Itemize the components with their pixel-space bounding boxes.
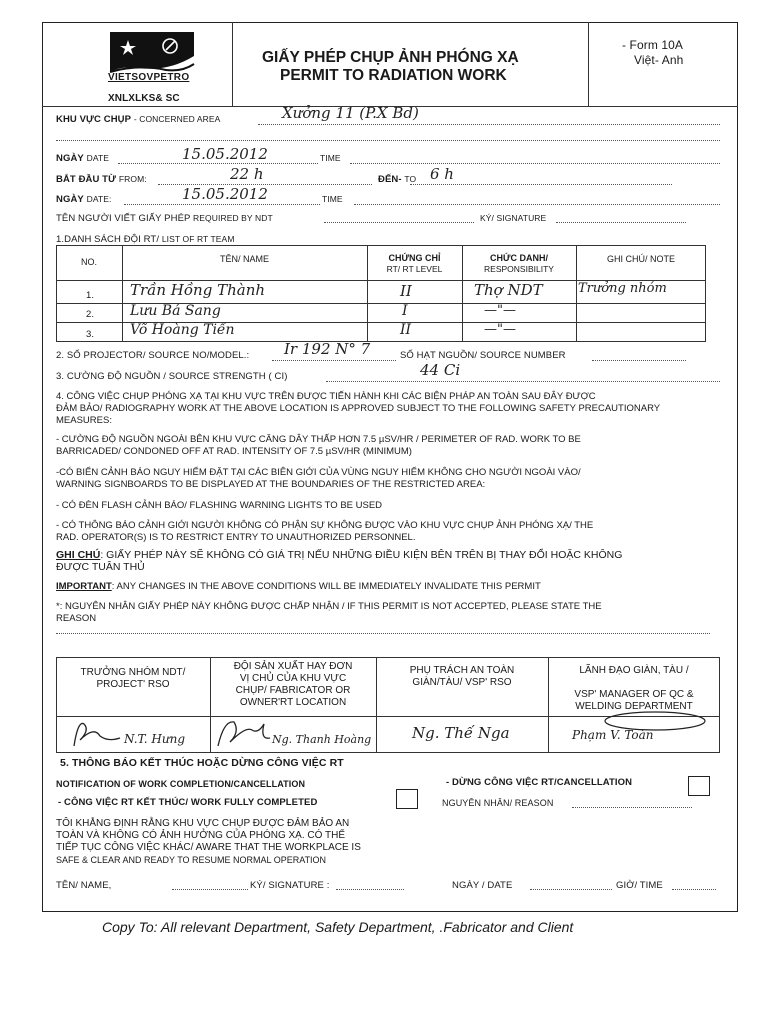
- strength-value: 44 Ci: [420, 361, 461, 379]
- time2-label: TIME: [322, 194, 343, 204]
- signature-scribble-4: [600, 708, 710, 739]
- area-label: KHU VỰC CHỤP - CONCERNED AREA: [56, 114, 221, 125]
- condition-1-line-2: BARRICADED/ CONDONED OFF AT RAD. INTENSITY OF 7.5 µSV/HR (MINIMUM): [56, 446, 412, 457]
- title-vi: GIẤY PHÉP CHỤP ẢNH PHÓNG XẠ: [262, 49, 519, 66]
- copy-to-footer: Copy To: All relevant Department, Safety Department, .Fabricator and Client: [102, 919, 574, 935]
- completion-title: 5. THÔNG BÁO KẾT THÚC HOẶC DỪNG CÔNG VIỆC RT: [60, 757, 344, 769]
- completed-label: - CÔNG VIỆC RT KẾT THÚC/ WORK FULLY COMPLETED: [58, 797, 318, 808]
- reason-line-2: REASON: [56, 613, 97, 624]
- issuer-dots: [324, 222, 474, 223]
- approval-col-safety: PHỤ TRÁCH AN TOÀN GIÀN/TÀU/ VSP' RSO: [409, 665, 515, 688]
- date2-dots: [124, 204, 320, 205]
- signature-ndt-lead: N.T. Hưng: [124, 732, 186, 746]
- cancel-reason-label: NGUYÊN NHÂN/ REASON: [442, 798, 554, 808]
- completion-date-label: NGÀY / DATE: [452, 880, 513, 891]
- sub-org: XNLXLKS& SC: [108, 93, 180, 104]
- condition-1-line-1: - CƯỜNG ĐỘ NGUỒN NGOÀI BÊN KHU VỰC CĂNG DÂY THẤP HƠN 7.5 µSV/HR / PERIMETER OF RAD. WORK TO BE: [56, 434, 581, 445]
- condition-2-line-2: WARNING SIGNBOARDS TO BE DISPLAYED AT THE BOUNDARIES OF THE RESTRICTED AREA:: [56, 479, 486, 490]
- confirm-line-3: TIẾP TỤC CÔNG VIỆC KHÁC/ AWARE THAT THE WORKPLACE IS: [56, 842, 361, 853]
- completion-sign-label: KÝ/ SIGNATURE :: [250, 880, 330, 891]
- strength-dots: [326, 381, 720, 382]
- vietsovpetro-logo: [108, 28, 196, 86]
- team-row-2-name: Lưu Bá Sang: [130, 303, 221, 319]
- date1-dots: [118, 163, 318, 164]
- projector-dots: [272, 360, 396, 361]
- issuer-label: TÊN NGƯỜI VIẾT GIẤY PHÉP REQUIRED BY NDT: [56, 213, 273, 224]
- reason-dots: [56, 633, 710, 634]
- time1-label: TIME: [320, 153, 341, 163]
- reason-line-1: *: NGUYÊN NHÂN GIẤY PHÉP NÀY KHÔNG ĐƯỢC CHẤP NHẬN / IF THIS PERMIT IS NOT ACCEPTED, PLEASE STATE THE: [56, 601, 602, 612]
- team-row-3-name: Võ Hoàng Tiến: [130, 322, 235, 338]
- signature-fabricator: Ng. Thanh Hoàng: [272, 733, 372, 746]
- completion-time-dots: [672, 889, 716, 890]
- approval-col-fabricator: ĐỘI SẢN XUẤT HAY ĐƠN VỊ CHỦ CỦA KHU VỰC CHỤP/ FABRICATOR OR OWNER'RT LOCATION: [233, 661, 353, 708]
- signature-safety: Ng. Thế Nga: [412, 724, 510, 742]
- completion-sign-dots: [336, 889, 404, 890]
- date1-value: 15.05.2012: [182, 145, 268, 163]
- time1-dots: [350, 163, 720, 164]
- time2-dots: [354, 204, 720, 205]
- team-row-1-level: II: [400, 282, 412, 300]
- header-divider-left: [232, 22, 233, 106]
- date2-label: NGÀY DATE:: [56, 194, 112, 205]
- form-language: Việt- Anh: [634, 53, 684, 67]
- team-row-1-note: Trưởng nhóm: [578, 281, 667, 296]
- condition-intro-1: 4. CÔNG VIỆC CHỤP PHÓNG XẠ TẠI KHU VỰC TRÊN ĐƯỢC TIẾN HÀNH KHI CÁC BIỆN PHÁP AN TOÀN SAU ĐÂY ĐƯỢC: [56, 391, 596, 402]
- completion-notification: NOTIFICATION OF WORK COMPLETION/CANCELLATION: [56, 779, 306, 789]
- signature-scribble-1: [64, 716, 124, 757]
- condition-3: - CÓ ĐÈN FLASH CẢNH BÁO/ FLASHING WARNING LIGHTS TO BE USED: [56, 500, 383, 511]
- signature-scribble-2: [212, 712, 272, 757]
- start-value: 22 h: [230, 165, 264, 183]
- confirm-line-1: TÔI KHẲNG ĐỊNH RẰNG KHU VỰC CHỤP ĐƯỢC ĐẢM BẢO AN: [56, 818, 350, 829]
- team-col-note: GHI CHÚ/ NOTE: [606, 254, 675, 264]
- note-line-2: ĐƯỢC TUÂN THỦ: [56, 561, 145, 573]
- source-number-label: SỐ HẠT NGUỒN/ SOURCE NUMBER: [400, 350, 566, 361]
- condition-4-line-2: RAD. OPERATOR(S) IS TO RESTRICT ENTRY TO UNAUTHORIZED PERSONNEL.: [56, 532, 416, 543]
- team-row-2-resp: —"—: [484, 303, 516, 318]
- note-line-1: GHI CHÚ: GIẤY PHÉP NÀY SẼ KHÔNG CÓ GIÁ TRỊ NẾU NHỮNG ĐIỀU KIỆN BÊN TRÊN BỊ THAY ĐỔI HOẶC KHÔNG: [56, 549, 623, 561]
- source-number-dots: [592, 360, 686, 361]
- issuer-signature-dots: [556, 222, 686, 223]
- completion-name-label: TÊN/ NAME,: [56, 880, 112, 891]
- date2-value: 15.05.2012: [182, 185, 268, 203]
- projector-label: 2. SỐ PROJECTOR/ SOURCE NO/MODEL.:: [56, 350, 250, 361]
- area-dots: [258, 124, 720, 125]
- strength-label: 3. CƯỜNG ĐỘ NGUỒN / SOURCE STRENGTH ( CI): [56, 371, 288, 382]
- team-col-no: NO.: [80, 257, 97, 267]
- approval-col-manager: LÃNH ĐẠO GIÀN, TÀU / VSP' MANAGER OF QC & WELDING DEPARTMENT: [574, 665, 694, 712]
- team-row-1-resp: Thợ NDT: [474, 281, 543, 299]
- completion-name-dots: [172, 889, 248, 890]
- team-col-cert: CHỨNG CHỈ RT/ RT LEVEL: [386, 253, 443, 274]
- cancel-checkbox[interactable]: [688, 776, 710, 796]
- issuer-signature-label: KÝ/ SIGNATURE: [480, 213, 547, 223]
- team-row-2-no: 2.: [86, 309, 95, 320]
- area-value: Xưởng 11 (P.X Bd): [282, 104, 419, 122]
- completion-date-dots: [530, 889, 612, 890]
- condition-2-line-1: -CÓ BIỂN CẢNH BÁO NGUY HIỂM ĐẶT TẠI CÁC BIÊN GIỚI CỦA VÙNG NGUY HIỂM KHÔNG CHO NGƯỜI NGOÀI VÀO/: [56, 467, 581, 478]
- end-label: ĐẾN- TO: [378, 174, 417, 185]
- confirm-line-2: TOÀN VÀ KHÔNG CÓ ẢNH HƯỞNG CỦA PHÓNG XẠ. CÓ THỂ: [56, 830, 346, 841]
- team-section-title: 1.DANH SÁCH ĐỘI RT/ LIST OF RT TEAM: [56, 234, 235, 245]
- completed-checkbox[interactable]: [396, 789, 418, 809]
- condition-intro-2: ĐẢM BẢO/ RADIOGRAPHY WORK AT THE ABOVE LOCATION IS APPROVED SUBJECT TO THE FOLLOWING SAFETY PRECAUTIONARY: [56, 403, 661, 414]
- team-col-resp: CHỨC DANH/ RESPONSIBILITY: [484, 253, 554, 274]
- team-row-3-no: 3.: [86, 329, 95, 340]
- form-number: - Form 10A: [622, 38, 684, 52]
- team-row-3-level: II: [400, 322, 412, 338]
- cancel-reason-dots: [572, 807, 692, 808]
- header-divider-right: [588, 22, 589, 106]
- team-col-name: TÊN/ NAME: [219, 254, 269, 264]
- area-dots-2: [56, 140, 720, 141]
- date1-label: NGÀY DATE: [56, 153, 110, 164]
- team-row-3-resp: —"—: [484, 322, 516, 337]
- end-dots: [410, 184, 672, 185]
- logo-text: VIETSOVPETRO: [108, 72, 190, 83]
- team-row-1-name: Trần Hồng Thành: [130, 281, 266, 299]
- signature-manager: Phạm V. Toàn: [572, 728, 654, 742]
- end-value: 6 h: [430, 165, 454, 183]
- team-row-2-level: I: [402, 303, 408, 319]
- condition-4-line-1: - CÓ THÔNG BÁO CẢNH GIỚI NGƯỜI KHÔNG CÓ PHẬN SỰ KHÔNG ĐƯỢC VÀO KHU VỰC CHỤP ẢNH PHÓNG XẠ/ THE: [56, 520, 594, 531]
- start-label: BẮT ĐẦU TỪ FROM:: [56, 174, 147, 185]
- projector-value: Ir 192 N° 7: [284, 340, 371, 358]
- team-row-1-no: 1.: [86, 290, 95, 301]
- cancel-label: - DỪNG CÔNG VIỆC RT/CANCELLATION: [446, 777, 633, 788]
- completion-time-label: GIỜ/ TIME: [616, 880, 663, 891]
- title-en: PERMIT TO RADIATION WORK: [280, 67, 507, 84]
- important-line: IMPORTANT: ANY CHANGES IN THE ABOVE CONDITIONS WILL BE IMMEDIATELY INVALIDATE THIS PERMIT: [56, 581, 541, 592]
- approval-col-ndt-lead: TRƯỞNG NHÓM NDT/ PROJECT' RSO: [80, 667, 186, 690]
- condition-intro-3: MEASURES:: [56, 415, 112, 426]
- confirm-line-4: SAFE & CLEAR AND READY TO RESUME NORMAL OPERATION: [56, 855, 327, 865]
